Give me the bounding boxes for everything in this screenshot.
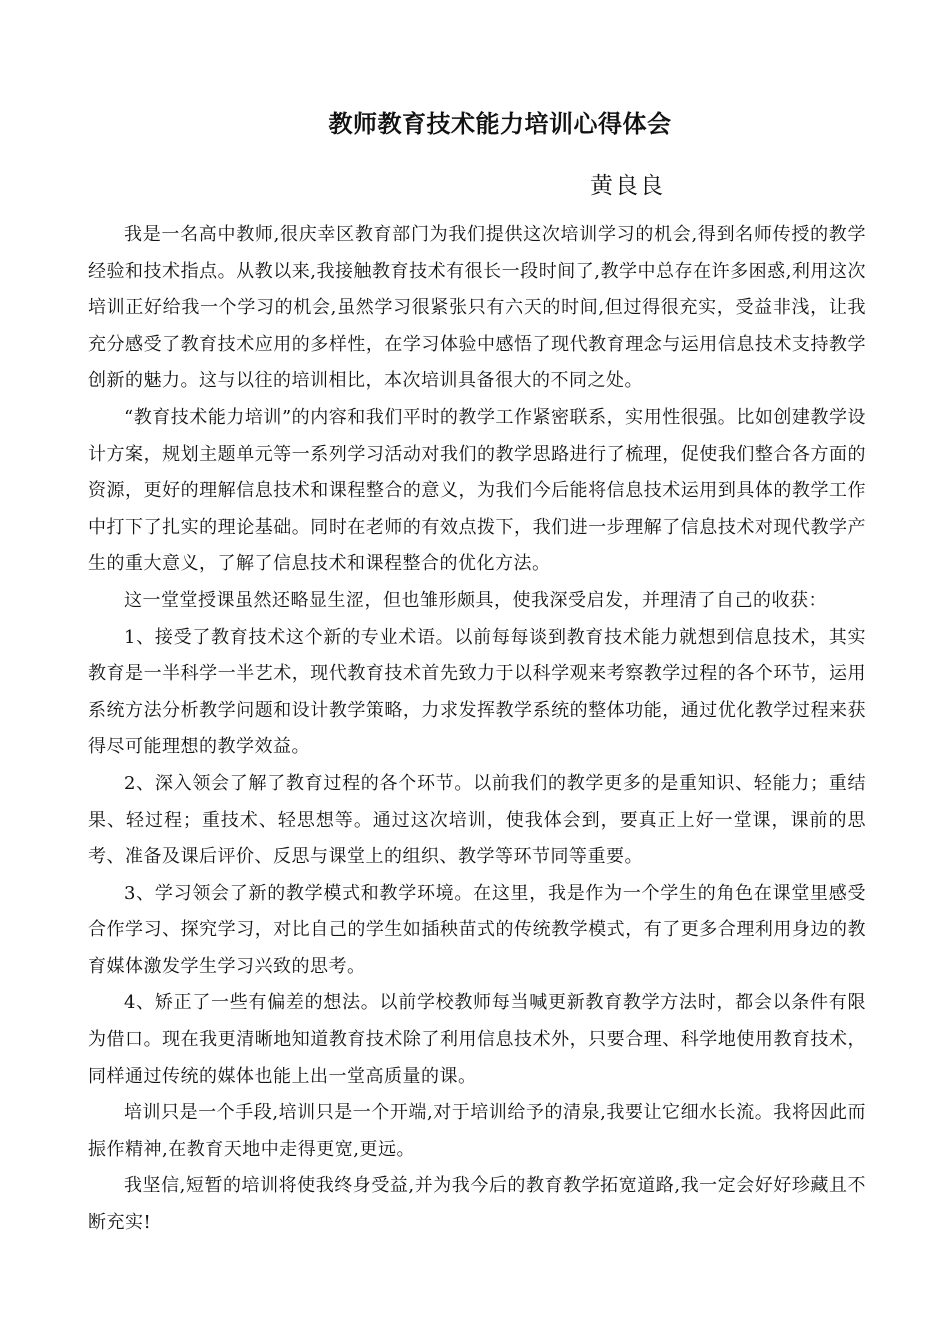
paragraph: 这一堂堂授课虽然还略显生涩，但也雏形颇具，使我深受启发，并理清了自己的收获：	[124, 589, 827, 611]
document-title: 教师教育技术能力培训心得体会	[328, 110, 672, 138]
paragraph: 4、矫正了一些有偏差的想法。以前学校教师每当喊更新教育教学方法时，都会以条件有限为借口。现在我更清晰地知道教育技术除了利用信息技术外，只要合理、科学地使用教育技术，同样通过传统的媒体也能上出一堂高质量的课。	[88, 992, 866, 1087]
paragraph: 我坚信,短暂的培训将使我终身受益,并为我今后的教育教学拓宽道路,我一定会好好珍藏且不断充实!	[88, 1175, 866, 1234]
author-name: 黄良良	[590, 173, 665, 199]
paragraph: 我是一名高中教师,很庆幸区教育部门为我们提供这次培训学习的机会,得到名师传授的教学经验和技术指点。从教以来,我接触教育技术有很长一段时间了,教学中总存在许多困惑,利用这次培训正好给我一个学习的机会,虽然学习很紧张只有六天的时间,但过得很充实，受益非浅，让我充分感受了教育技术应用的多样性，在学习体验中感悟了现代教育理念与运用信息技术支持教学创新的魅力。这与以往的培训相比，本次培训具备很大的不同之处。	[88, 224, 866, 392]
document-body	[88, 217, 866, 1242]
paragraph: “教育技术能力培训”的内容和我们平时的教学工作紧密联系，实用性很强。比如创建教学设计方案，规划主题单元等一系列学习活动对我们的教学思路进行了梳理，促使我们整合各方面的资源，更好的理解信息技术和课程整合的意义，为我们今后能将信息技术运用到具体的教学工作中打下了扎实的理论基础。同时在老师的有效点拨下，我们进一步理解了信息技术对现代教学产生的重大意义，了解了信息技术和课程整合的优化方法。	[88, 406, 866, 575]
paragraph: 培训只是一个手段,培训只是一个开端,对于培训给予的清泉,我要让它细水长流。我将因此而振作精神,在教育天地中走得更宽,更远。	[88, 1102, 866, 1160]
paragraph: 2、深入领会了解了教育过程的各个环节。以前我们的教学更多的是重知识、轻能力；重结果、轻过程；重技术、轻思想等。通过这次培训，使我体会到，要真正上好一堂课，课前的思考、准备及课后评价、反思与课堂上的组织、教学等环节同等重要。	[88, 772, 866, 868]
paragraph: 1、接受了教育技术这个新的专业术语。以前每每谈到教育技术能力就想到信息技术，其实教育是一半科学一半艺术，现代教育技术首先致力于以科学观来考察教学过程的各个环节，运用系统方法分析教学问题和设计教学策略，力求发挥教学系统的整体功能，通过优化教学过程来获得尽可能理想的教学效益。	[88, 626, 866, 758]
paragraph: 3、学习领会了新的教学模式和教学环境。在这里，我是作为一个学生的角色在课堂里感受合作学习、探究学习，对比自己的学生如插秧苗式的传统教学模式，有了更多合理利用身边的教育媒体激发学生学习兴致的思考。	[88, 882, 866, 977]
